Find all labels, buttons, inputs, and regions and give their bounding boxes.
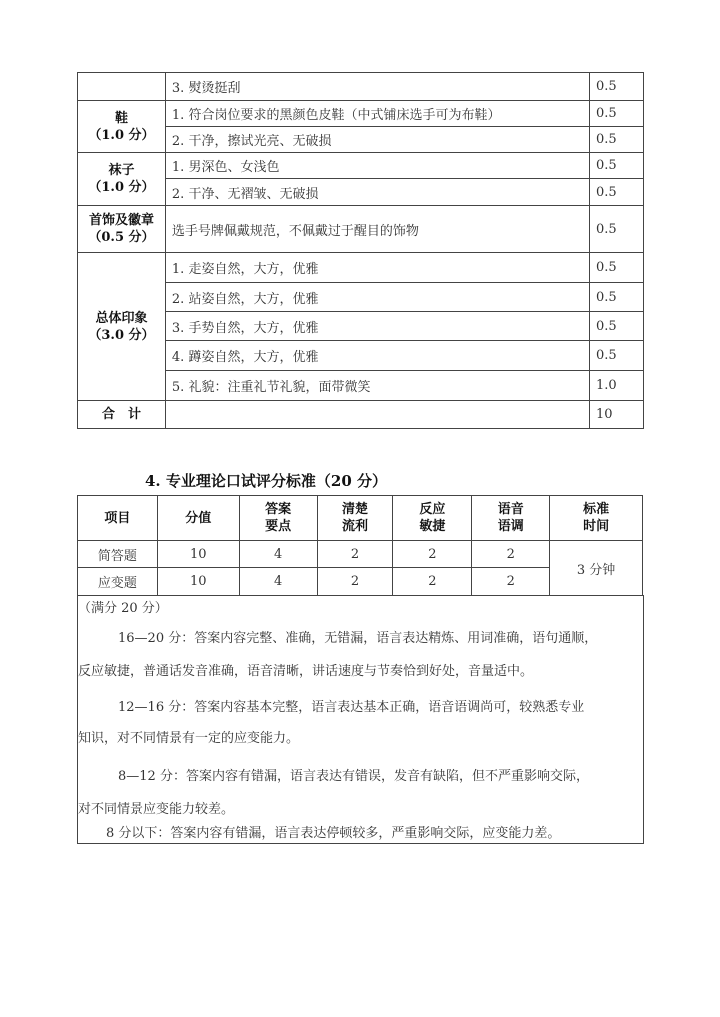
criteria-line: 8 分以下：答案内容有错漏，语言表达停顿较多，严重影响交际，应变能力差。 bbox=[106, 826, 561, 841]
data-cell: 10 bbox=[157, 541, 239, 568]
section-title: 4. 专业理论口试评分标准（20 分） bbox=[145, 472, 387, 490]
total-label: 合 计 bbox=[78, 401, 166, 429]
data-cell: 2 bbox=[317, 568, 393, 596]
data-cell: 4 bbox=[239, 568, 317, 596]
data-cell: 10 bbox=[157, 568, 239, 596]
full-score-note: （满分 20 分） bbox=[78, 601, 168, 616]
item-cell: 选手号牌佩戴规范，不佩戴过于醒目的饰物 bbox=[165, 206, 589, 253]
category-overall: 总体印象 （3.0 分） bbox=[78, 253, 166, 401]
data-cell: 2 bbox=[393, 541, 472, 568]
score-cell: 0.5 bbox=[590, 341, 644, 371]
score-cell: 0.5 bbox=[590, 312, 644, 341]
header-cell: 答案 要点 bbox=[239, 496, 317, 541]
data-cell: 2 bbox=[393, 568, 472, 596]
score-cell: 0.5 bbox=[590, 283, 644, 312]
total-score: 10 bbox=[590, 401, 644, 429]
item-cell: 1. 走姿自然，大方，优雅 bbox=[165, 253, 589, 283]
item-cell: 4. 蹲姿自然，大方，优雅 bbox=[165, 341, 589, 371]
category-shoes: 鞋 （1.0 分） bbox=[78, 101, 166, 153]
time-cell: 3 分钟 bbox=[550, 541, 643, 596]
score-cell: 1.0 bbox=[590, 371, 644, 401]
item-cell: 1. 符合岗位要求的黑颜色皮鞋（中式铺床选手可为布鞋） bbox=[165, 101, 589, 127]
item-cell: 1. 男深色、女浅色 bbox=[165, 153, 589, 179]
criteria-box bbox=[77, 595, 644, 844]
data-cell: 2 bbox=[472, 568, 550, 596]
header-cell: 反应 敏捷 bbox=[393, 496, 472, 541]
header-cell: 分值 bbox=[157, 496, 239, 541]
row-label: 简答题 bbox=[78, 541, 158, 568]
score-cell: 0.5 bbox=[590, 179, 644, 206]
score-cell: 0.5 bbox=[590, 73, 644, 101]
criteria-line: 对不同情景应变能力较差。 bbox=[78, 802, 235, 817]
appearance-score-table bbox=[77, 72, 644, 429]
item-cell: 2. 站姿自然，大方，优雅 bbox=[165, 283, 589, 312]
header-cell: 项目 bbox=[78, 496, 158, 541]
data-cell: 4 bbox=[239, 541, 317, 568]
category-jewelry: 首饰及徽章 （0.5 分） bbox=[78, 206, 166, 253]
item-cell: 3. 手势自然，大方，优雅 bbox=[165, 312, 589, 341]
header-cell: 清楚 流利 bbox=[317, 496, 393, 541]
item-cell: 3. 熨烫挺刮 bbox=[165, 73, 589, 101]
header-cell: 语音 语调 bbox=[472, 496, 550, 541]
data-cell: 2 bbox=[317, 541, 393, 568]
score-cell: 0.5 bbox=[590, 127, 644, 153]
category-socks: 袜子 （1.0 分） bbox=[78, 153, 166, 206]
score-cell: 0.5 bbox=[590, 253, 644, 283]
score-cell: 0.5 bbox=[590, 206, 644, 253]
criteria-line: 知识，对不同情景有一定的应变能力。 bbox=[78, 731, 300, 746]
item-cell: 2. 干净，擦试光亮、无破损 bbox=[165, 127, 589, 153]
category-cell bbox=[78, 73, 166, 101]
item-cell: 5. 礼貌：注重礼节礼貌，面带微笑 bbox=[165, 371, 589, 401]
header-cell: 标准 时间 bbox=[550, 496, 643, 541]
criteria-line: 16—20 分：答案内容完整、准确，无错漏，语言表达精炼、用词准确，语句通顺， bbox=[118, 631, 598, 646]
criteria-line: 12—16 分：答案内容基本完整，语言表达基本正确，语音语调尚可，较熟悉专业 bbox=[118, 700, 585, 715]
item-cell: 2. 干净、无褶皱、无破损 bbox=[165, 179, 589, 206]
oral-exam-table bbox=[77, 495, 643, 596]
score-cell: 0.5 bbox=[590, 101, 644, 127]
criteria-line: 反应敏捷，普通话发音准确，语音清晰，讲话速度与节奏恰到好处，音量适中。 bbox=[78, 664, 534, 679]
criteria-line: 8—12 分：答案内容有错漏，语言表达有错误，发音有缺陷，但不严重影响交际， bbox=[118, 769, 589, 784]
row-label: 应变题 bbox=[78, 568, 158, 596]
item-cell bbox=[165, 401, 589, 429]
data-cell: 2 bbox=[472, 541, 550, 568]
score-cell: 0.5 bbox=[590, 153, 644, 179]
